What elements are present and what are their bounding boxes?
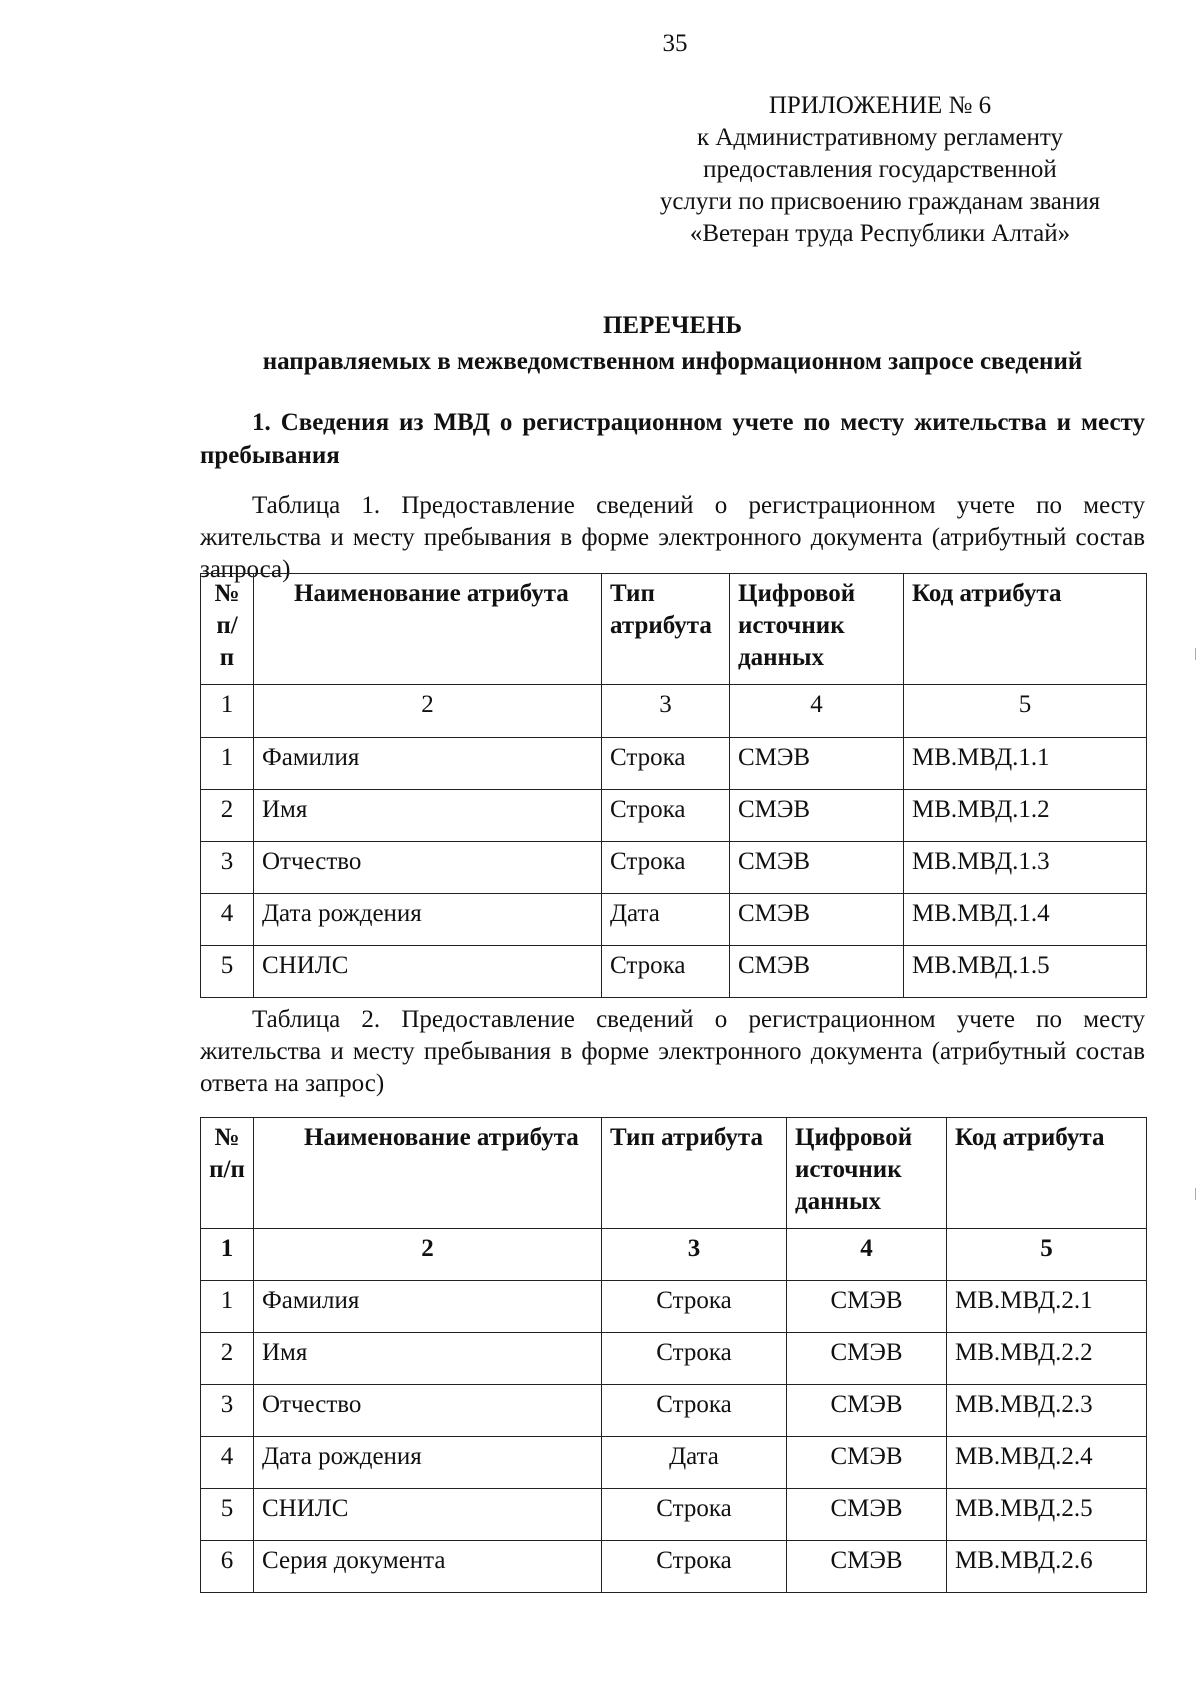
table2-numbering-cell: 2	[254, 1229, 602, 1281]
data-source: СМЭВ	[730, 738, 904, 790]
attribute-name: Имя	[254, 790, 602, 842]
table-row	[201, 842, 1147, 894]
attribute-name: Дата рождения	[254, 894, 602, 946]
appendix-line: ПРИЛОЖЕНИЕ № 6	[768, 92, 992, 119]
appendix-line: предоставления государственной	[703, 156, 1057, 183]
table-row	[201, 946, 1147, 998]
attribute-type: Строка	[602, 790, 730, 842]
attribute-type: Дата	[602, 894, 730, 946]
attribute-type: Строка	[602, 1489, 787, 1541]
table-row	[201, 894, 1147, 946]
appendix-line: «Ветеран труда Республики Алтай»	[689, 220, 1071, 247]
table-row	[201, 1541, 1147, 1593]
table1-header-row	[201, 574, 1147, 685]
attribute-name: СНИЛС	[254, 1489, 602, 1541]
attribute-code: МВ.МВД.2.6	[947, 1541, 1147, 1593]
table2-header-cell: Код атрибута	[947, 1118, 1147, 1229]
table-row	[201, 1437, 1147, 1489]
table2-header-cell: Наименование атрибута	[254, 1118, 602, 1229]
table2-header-cell: Цифровой источник данных	[787, 1118, 947, 1229]
attribute-name: СНИЛС	[254, 946, 602, 998]
row-number: 5	[201, 946, 254, 998]
row-number: 2	[201, 1333, 254, 1385]
row-number: 1	[201, 738, 254, 790]
row-number: 4	[201, 1437, 254, 1489]
attribute-code: МВ.МВД.1.4	[904, 894, 1147, 946]
attribute-name: Дата рождения	[254, 1437, 602, 1489]
table-row	[201, 738, 1147, 790]
attribute-code: МВ.МВД.2.2	[947, 1333, 1147, 1385]
attribute-type: Дата	[602, 1437, 787, 1489]
attribute-code: МВ.МВД.1.2	[904, 790, 1147, 842]
data-source: СМЭВ	[730, 842, 904, 894]
row-number: 2	[201, 790, 254, 842]
table2-numbering-row	[201, 1229, 1147, 1281]
data-source: СМЭВ	[787, 1437, 947, 1489]
attribute-type: Строка	[602, 842, 730, 894]
attribute-code: МВ.МВД.2.1	[947, 1281, 1147, 1333]
table-row	[201, 1489, 1147, 1541]
attribute-code: МВ.МВД.2.5	[947, 1489, 1147, 1541]
table1-header-cell: Тип атрибута	[602, 574, 730, 685]
attribute-name: Фамилия	[254, 1281, 602, 1333]
table2-header-cell: № п/п	[201, 1118, 254, 1229]
table1-header-cell: Код атрибута	[904, 574, 1147, 685]
attribute-type: Строка	[602, 1333, 787, 1385]
appendix-line: к Административному регламенту	[696, 124, 1064, 151]
table-row	[201, 790, 1147, 842]
table1-numbering-cell: 5	[904, 685, 1147, 738]
table2-header-row	[201, 1118, 1147, 1229]
table1-caption: Таблица 1. Предоставление сведений о регистрационном учете по месту жительства и месту пребывания в форме электронного документа (атрибутный состав запроса)	[200, 492, 1145, 583]
data-source: СМЭВ	[730, 894, 904, 946]
appendix-header	[620, 90, 1140, 250]
row-number: 3	[201, 842, 254, 894]
row-number: 1	[201, 1281, 254, 1333]
attribute-code: МВ.МВД.2.4	[947, 1437, 1147, 1489]
scan-mark	[1195, 1188, 1196, 1200]
data-source: СМЭВ	[730, 790, 904, 842]
page-number: 35	[662, 30, 688, 57]
data-source: СМЭВ	[787, 1281, 947, 1333]
table1	[200, 573, 1147, 998]
attribute-name: Имя	[254, 1333, 602, 1385]
document-title: ПЕРЕЧЕНЬ	[602, 312, 743, 339]
table-row	[201, 1281, 1147, 1333]
row-number: 5	[201, 1489, 254, 1541]
attribute-type: Строка	[602, 738, 730, 790]
table1-header-cell: Цифровой источник данных	[730, 574, 904, 685]
table2-header-cell: Тип атрибута	[602, 1118, 787, 1229]
attribute-type: Строка	[602, 1281, 787, 1333]
table1-numbering-cell: 2	[254, 685, 602, 738]
table1-header-cell: № п/ п	[201, 574, 254, 685]
attribute-name: Серия документа	[254, 1541, 602, 1593]
attribute-code: МВ.МВД.1.3	[904, 842, 1147, 894]
attribute-code: МВ.МВД.2.3	[947, 1385, 1147, 1437]
table1-numbering-cell: 1	[201, 685, 254, 738]
attribute-type: Строка	[602, 946, 730, 998]
row-number: 4	[201, 894, 254, 946]
data-source: СМЭВ	[787, 1333, 947, 1385]
table2-numbering-cell: 5	[947, 1229, 1147, 1281]
attribute-name: Фамилия	[254, 738, 602, 790]
section-heading: 1. Сведения из МВД о регистрационном учете по месту жительства и месту пребывания	[200, 409, 1145, 469]
data-source: СМЭВ	[787, 1489, 947, 1541]
data-source: СМЭВ	[730, 946, 904, 998]
data-source: СМЭВ	[787, 1541, 947, 1593]
attribute-type: Строка	[602, 1385, 787, 1437]
table2-numbering-cell: 4	[787, 1229, 947, 1281]
table1-numbering-row	[201, 685, 1147, 738]
table2-caption: Таблица 2. Предоставление сведений о регистрационном учете по месту жительства и месту пребывания в форме электронного документа (атрибутный состав ответа на запрос)	[200, 1006, 1145, 1097]
row-number: 6	[201, 1541, 254, 1593]
table1-numbering-cell: 3	[602, 685, 730, 738]
document-title-block	[200, 308, 1145, 380]
appendix-line: услуги по присвоению гражданам звания	[659, 188, 1101, 215]
table-row	[201, 1385, 1147, 1437]
attribute-type: Строка	[602, 1541, 787, 1593]
table1-numbering-cell: 4	[730, 685, 904, 738]
document-subtitle: направляемых в межведомственном информационном запросе сведений	[262, 348, 1083, 375]
data-source: СМЭВ	[787, 1385, 947, 1437]
table-row	[201, 1333, 1147, 1385]
attribute-code: МВ.МВД.1.5	[904, 946, 1147, 998]
attribute-name: Отчество	[254, 842, 602, 894]
table2-numbering-cell: 1	[201, 1229, 254, 1281]
attribute-code: МВ.МВД.1.1	[904, 738, 1147, 790]
table2-numbering-cell: 3	[602, 1229, 787, 1281]
row-number: 3	[201, 1385, 254, 1437]
table2	[200, 1117, 1147, 1593]
table1-header-cell: Наименование атрибута	[254, 574, 602, 685]
attribute-name: Отчество	[254, 1385, 602, 1437]
scan-mark	[1195, 648, 1196, 660]
